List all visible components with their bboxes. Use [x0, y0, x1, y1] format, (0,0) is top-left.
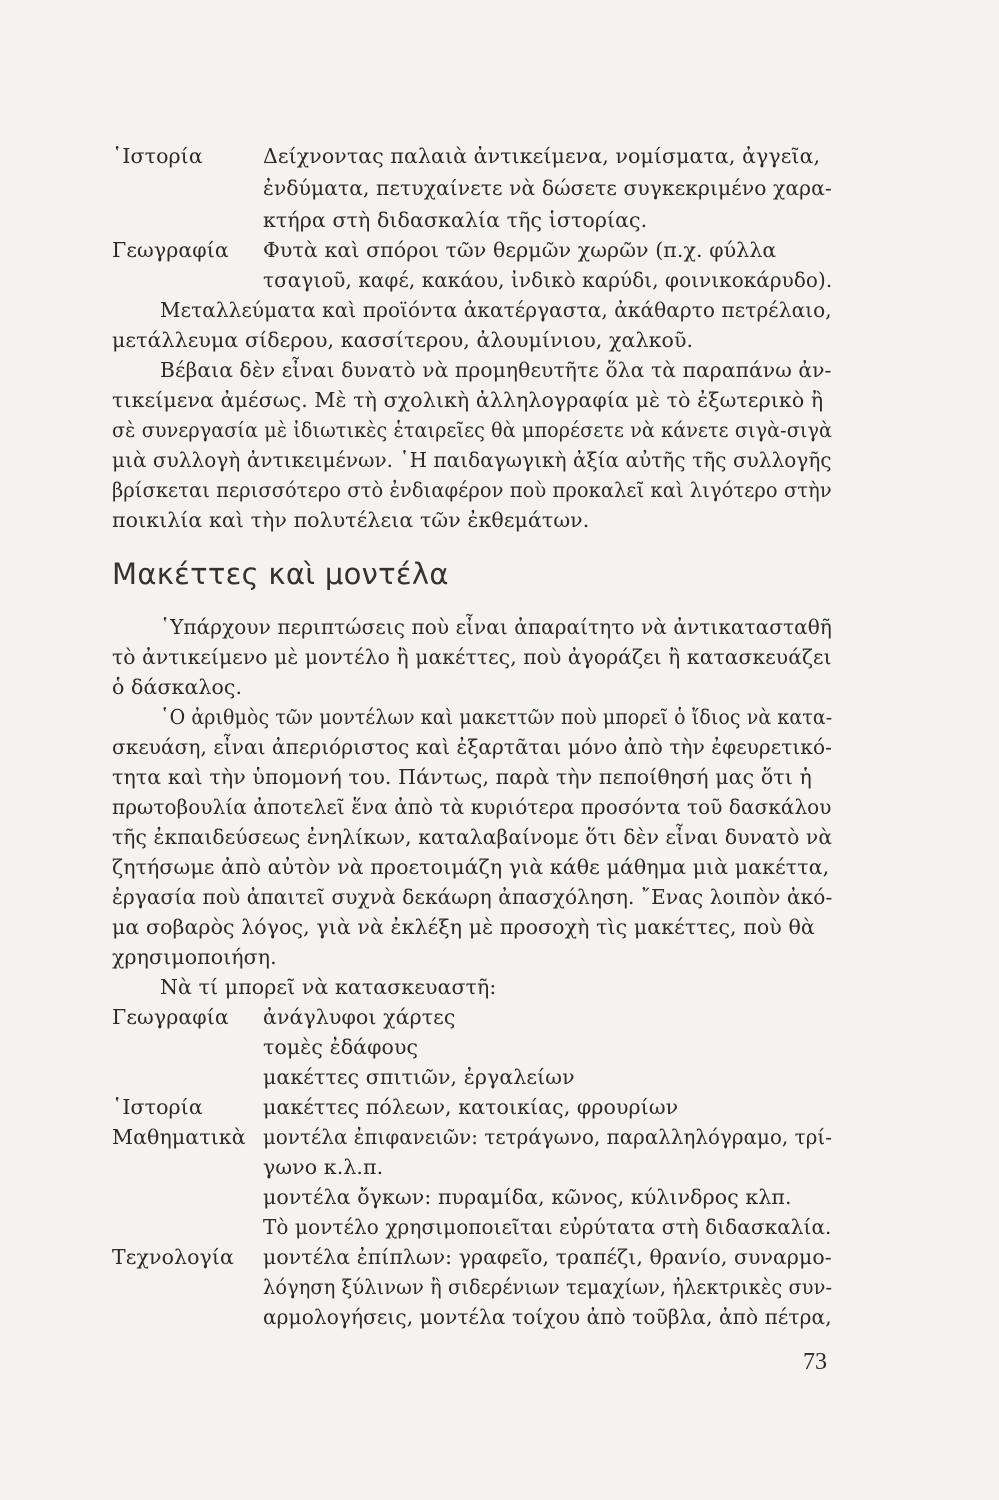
history-text-line: Δείχνοντας παλαιὰ ἀντικείμενα, νομίσματα, ἀγγεῖα, — [263, 144, 821, 168]
paragraph-line: Βέβαια δὲν εἶναι δυνατὸ νὰ προμηθευτῆτε ὅλα τὰ παραπάνω ἀν- — [160, 358, 832, 382]
history-text-line: ἐνδύματα, πετυχαίνετε νὰ δώσετε συγκεκριμένο χαρα- — [263, 176, 832, 200]
paragraph-line: ῾Ο ἀριθμὸς τῶν μοντέλων καὶ μακεττῶν ποὺ μπορεῖ ὁ ἴδιος νὰ κατα- — [160, 705, 833, 729]
list-item: μακέττες σπιτιῶν, ἐργαλείων — [263, 1065, 575, 1089]
technology-label: Τεχνολογία — [112, 1245, 234, 1269]
metals-text-line: Μεταλλεύματα καὶ προϊόντα ἀκατέργαστα, ἀκάθαρτο πετρέλαιο, — [160, 298, 832, 322]
paragraph-line: ἐργασία ποὺ ἀπαιτεῖ συχνὰ δεκάωρη ἀπασχόληση. ῎Ενας λοιπὸν ἀκό- — [112, 885, 833, 909]
history-label: ῾Ιστορία — [112, 1095, 203, 1119]
paragraph-line: ὁ δάσκαλος. — [112, 675, 243, 699]
paragraph-line: τὸ ἀντικείμενο μὲ μοντέλο ἢ μακέττες, ποὺ ἀγοράζει ἢ κατασκευάζει — [112, 645, 832, 669]
list-item: αρμολογήσεις, μοντέλα τοίχου ἀπὸ τοῦβλα, ἀπὸ πέτρα, — [263, 1305, 832, 1329]
geography-text-line: τσαγιοῦ, καφέ, κακάου, ἰνδικὸ καρύδι, φοινικοκάρυδο). — [263, 268, 833, 292]
geography-label: Γεωγραφία — [112, 1005, 229, 1029]
paragraph-line: σὲ συνεργασία μὲ ἰδιωτικὲς ἑταιρεῖες θὰ μπορέσετε νὰ κάνετε σιγὰ-σιγὰ — [112, 418, 833, 442]
paragraph-line: μα σοβαρὸς λόγος, γιὰ νὰ ἐκλέξη μὲ προσοχὴ τὶς μακέττες, ποὺ θὰ — [112, 915, 815, 939]
history-label: ῾Ιστορία — [112, 144, 203, 168]
list-item: τομὲς ἐδάφους — [263, 1035, 419, 1059]
list-item: μοντέλα ὄγκων: πυραμίδα, κῶνος, κύλινδρος κλπ. — [263, 1185, 792, 1209]
geography-text-line: Φυτὰ καὶ σπόροι τῶν θερμῶν χωρῶν (π.χ. φύλλα — [263, 238, 777, 262]
paragraph-line: ῾Υπάρχουν περιπτώσεις ποὺ εἶναι ἀπαραίτητο νὰ ἀντικατασταθῆ — [160, 615, 832, 639]
page-number: 73 — [803, 1349, 827, 1375]
list-item: μακέττες πόλεων, κατοικίας, φρουρίων — [263, 1095, 679, 1119]
geography-label: Γεωγραφία — [112, 238, 229, 262]
paragraph-line: τῆς ἐκπαιδεύσεως ἐνηλίκων, καταλαβαίνομε ὅτι δὲν εἶναι δυνατὸ νὰ — [112, 825, 833, 849]
list-item: γωνο κ.λ.π. — [263, 1155, 384, 1179]
list-item: Τὸ μοντέλο χρησιμοποιεῖται εὐρύτατα στὴ διδασκαλία. — [263, 1215, 832, 1239]
history-text-line: κτήρα στὴ διδασκαλία τῆς ἱστορίας. — [263, 208, 648, 232]
paragraph-line: τητα καὶ τὴν ὑπομονή του. Πάντως, παρὰ τὴν πεποίθησή μας ὅτι ἡ — [112, 765, 812, 789]
paragraph-line: τικείμενα ἀμέσως. Μὲ τὴ σχολικὴ ἀλληλογραφία μὲ τὸ ἐξωτερικὸ ἢ — [112, 388, 824, 412]
paragraph-line: χρησιμοποιήση. — [112, 945, 277, 969]
paragraph-line: σκευάση, εἶναι ἀπεριόριστος καὶ ἐξαρτᾶται μόνο ἀπὸ τὴν ἐφευρετικό- — [112, 735, 832, 759]
paragraph-line: ζητήσωμε ἀπὸ αὐτὸν νὰ προετοιμάζη γιὰ κάθε μάθημα μιὰ μακέττα, — [112, 855, 830, 879]
paragraph-line: ποικιλία καὶ τὴν πολυτέλεια τῶν ἐκθεμάτων. — [112, 508, 590, 532]
list-item: λόγηση ξύλινων ἢ σιδερένιων τεμαχίων, ἠλεκτρικὲς συν- — [263, 1275, 833, 1299]
list-item: μοντέλα ἐπίπλων: γραφεῖο, τραπέζι, θρανίο, συναρμο- — [263, 1245, 832, 1269]
section-heading: Μακέττες καὶ μοντέλα — [112, 557, 449, 591]
list-item: ἀνάγλυφοι χάρτες — [263, 1005, 456, 1029]
list-intro: Νὰ τί μπορεῖ νὰ κατασκευαστῆ: — [160, 975, 497, 999]
paragraph-line: μιὰ συλλογὴ ἀντικειμένων. ῾Η παιδαγωγικὴ ἀξία αὐτῆς τῆς συλλογῆς — [112, 448, 832, 472]
math-label: Μαθηματικὰ — [112, 1125, 246, 1149]
paragraph-line: πρωτοβουλία ἀποτελεῖ ἕνα ἀπὸ τὰ κυριότερα προσόντα τοῦ δασκάλου — [112, 795, 832, 819]
metals-text-line: μετάλλευμα σίδερου, κασσίτερου, ἀλουμίνιου, χαλκοῦ. — [112, 328, 694, 352]
list-item: μοντέλα ἐπιφανειῶν: τετράγωνο, παραλληλόγραμο, τρί- — [263, 1125, 832, 1149]
paragraph-line: βρίσκεται περισσότερο στὸ ἐνδιαφέρον ποὺ προκαλεῖ καὶ λιγότερο στὴν — [112, 478, 832, 502]
